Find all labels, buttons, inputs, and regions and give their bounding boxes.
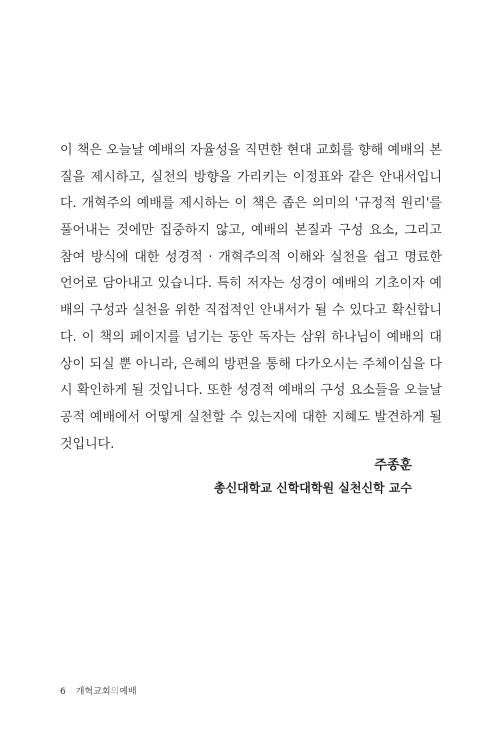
text-line: 언어로 담아내고 있습니다. 특히 저자는 성경이 예배의 기초이자 예: [60, 276, 442, 292]
page-number: 6: [60, 687, 66, 697]
endorser-name: 주종훈: [374, 458, 412, 473]
text-line: 것입니다.: [60, 436, 115, 452]
text-line: 다. 개혁주의 예배를 제시하는 이 책은 좁은 의미의 '규정적 원리'를: [60, 196, 442, 212]
endorser-signature: [214, 455, 412, 499]
text-line: 시 확인하게 될 것입니다. 또한 성경적 예배의 구성 요소들을 오늘날: [60, 383, 442, 399]
text-line: 배의 구성과 실천을 위한 직접적인 안내서가 될 수 있다고 확신합니: [60, 303, 442, 319]
text-line: 풀어내는 것에만 집중하지 않고, 예배의 본질과 구성 요소, 그리고: [60, 223, 442, 239]
running-title-particle: 의: [110, 687, 120, 697]
endorser-title: 총신대학교 신학대학원 실천신학 교수: [213, 481, 412, 495]
text-line: 상이 되실 뿐 아니라, 은혜의 방편을 통해 다가오시는 주체이심을 다: [60, 356, 442, 372]
running-title-part2: 예배: [119, 687, 137, 697]
text-line: 다. 이 책의 페이지를 넘기는 동안 독자는 삼위 하나님이 예배의 대: [60, 329, 442, 345]
running-title-part1: 개혁교회: [75, 687, 111, 697]
page-footer: [60, 686, 137, 698]
text-line: 공적 예배에서 어떻게 실천할 수 있는지에 대한 지혜도 발견하게 될: [60, 409, 442, 425]
text-line: 질을 제시하고, 실천의 방향을 가리키는 이정표와 같은 안내서입니: [60, 169, 442, 185]
text-line: 참여 방식에 대한 성경적 · 개혁주의적 이해와 실천을 쉽고 명료한: [60, 249, 442, 265]
text-line: 이 책은 오늘날 예배의 자율성을 직면한 현대 교회를 향해 예배의 본: [60, 143, 442, 158]
endorsement-text: [60, 138, 442, 458]
